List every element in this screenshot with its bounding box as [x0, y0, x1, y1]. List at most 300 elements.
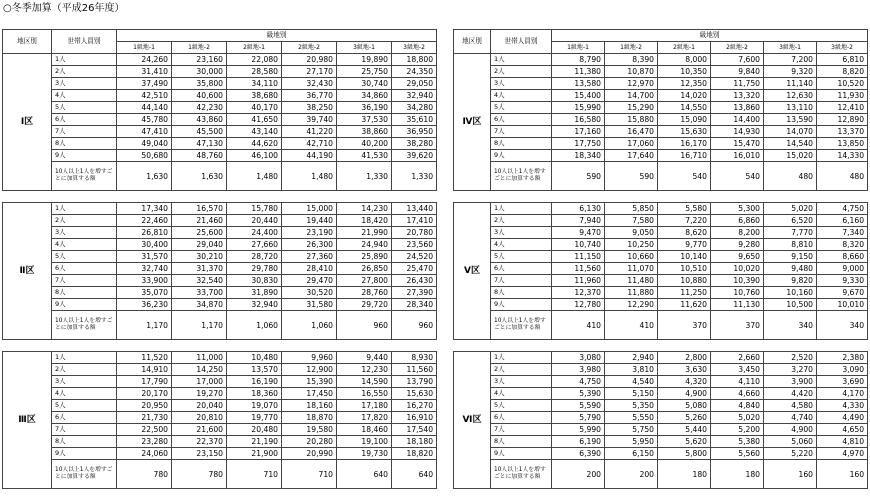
table-row [3, 150, 437, 162]
amount-cell: 28,760 [337, 287, 392, 299]
amount-cell: 13,320 [711, 90, 764, 102]
household-label: 4人 [491, 239, 552, 251]
amount-cell: 11,130 [711, 299, 764, 311]
amount-cell: 30,400 [117, 239, 172, 251]
amount-cell: 46,100 [227, 150, 282, 162]
amount-cell: 45,500 [172, 126, 227, 138]
amount-cell: 14,250 [172, 364, 227, 376]
amount-cell: 11,250 [658, 287, 711, 299]
amount-cell: 32,740 [117, 263, 172, 275]
amount-cell: 9,470 [552, 227, 605, 239]
amount-cell: 37,530 [337, 114, 392, 126]
table-row [454, 460, 868, 489]
amount-cell: 44,620 [227, 138, 282, 150]
amount-cell: 5,800 [658, 448, 711, 460]
amount-cell: 30,520 [282, 287, 337, 299]
header-household: 世帯人員別 [52, 30, 117, 54]
table-row [454, 102, 868, 114]
grade-header: 1級地-1 [117, 42, 172, 54]
amount-cell: 9,050 [605, 227, 658, 239]
amount-cell: 5,020 [764, 203, 817, 215]
amount-cell: 6,390 [552, 448, 605, 460]
household-label: 5人 [491, 251, 552, 263]
amount-cell: 1,630 [172, 162, 227, 191]
household-label: 7人 [52, 126, 117, 138]
household-label: 6人 [52, 114, 117, 126]
amount-cell: 6,190 [552, 436, 605, 448]
amount-cell: 10,500 [764, 299, 817, 311]
household-label: 2人 [52, 215, 117, 227]
table-row [454, 227, 868, 239]
amount-cell: 10,390 [711, 275, 764, 287]
amount-cell: 8,930 [392, 352, 437, 364]
grade-header: 3級地-2 [817, 42, 868, 54]
amount-cell: 340 [817, 311, 868, 340]
amount-cell: 4,420 [764, 388, 817, 400]
amount-cell: 16,170 [658, 138, 711, 150]
amount-cell: 15,630 [658, 126, 711, 138]
amount-cell: 13,440 [392, 203, 437, 215]
amount-cell: 590 [552, 162, 605, 191]
amount-cell: 38,280 [392, 138, 437, 150]
table-row [3, 54, 437, 66]
household-label: 3人 [52, 227, 117, 239]
table-row [3, 364, 437, 376]
table-row [454, 424, 868, 436]
grade-header: 3級地-2 [392, 42, 437, 54]
amount-cell: 47,130 [172, 138, 227, 150]
amount-cell: 26,300 [282, 239, 337, 251]
amount-cell: 12,630 [764, 90, 817, 102]
amount-cell: 10,010 [817, 299, 868, 311]
amount-cell: 33,700 [172, 287, 227, 299]
household-label: 9人 [491, 448, 552, 460]
amount-cell: 39,620 [392, 150, 437, 162]
amount-cell: 5,300 [711, 203, 764, 215]
amount-cell: 16,910 [392, 412, 437, 424]
header-household: 世帯人員別 [491, 30, 552, 54]
amount-cell: 9,280 [711, 239, 764, 251]
amount-cell: 5,750 [605, 424, 658, 436]
table-row [454, 352, 868, 364]
amount-cell: 10,160 [764, 287, 817, 299]
table-row [454, 436, 868, 448]
household-label: 8人 [491, 287, 552, 299]
amount-cell: 18,160 [282, 400, 337, 412]
amount-cell: 4,900 [658, 388, 711, 400]
amount-cell: 13,110 [764, 102, 817, 114]
amount-cell: 9,440 [337, 352, 392, 364]
household-label: 3人 [52, 376, 117, 388]
amount-cell: 25,600 [172, 227, 227, 239]
amount-cell: 14,550 [658, 102, 711, 114]
amount-cell: 780 [172, 460, 227, 489]
table-row [3, 311, 437, 340]
amount-cell: 9,840 [711, 66, 764, 78]
amount-cell: 480 [764, 162, 817, 191]
amount-cell: 5,380 [711, 436, 764, 448]
amount-cell: 11,000 [172, 352, 227, 364]
table-row [454, 90, 868, 102]
table-row [3, 448, 437, 460]
amount-cell: 17,410 [392, 215, 437, 227]
amount-cell: 38,860 [337, 126, 392, 138]
amount-cell: 31,890 [227, 287, 282, 299]
amount-cell: 17,340 [117, 203, 172, 215]
amount-cell: 7,580 [605, 215, 658, 227]
amount-cell: 17,640 [605, 150, 658, 162]
amount-cell: 3,900 [764, 376, 817, 388]
amount-cell: 5,790 [552, 412, 605, 424]
amount-cell: 10,480 [227, 352, 282, 364]
table-row [3, 66, 437, 78]
household-label: 3人 [52, 78, 117, 90]
amount-cell: 200 [552, 460, 605, 489]
table-row [454, 275, 868, 287]
table-row [3, 239, 437, 251]
amount-cell: 8,660 [817, 251, 868, 263]
amount-cell: 18,800 [392, 54, 437, 66]
amount-cell: 23,280 [117, 436, 172, 448]
table-row [454, 239, 868, 251]
amount-cell: 22,080 [227, 54, 282, 66]
amount-cell: 44,190 [282, 150, 337, 162]
amount-cell: 17,000 [172, 376, 227, 388]
amount-cell: 15,470 [711, 138, 764, 150]
household-label: 5人 [491, 102, 552, 114]
amount-cell: 3,270 [764, 364, 817, 376]
amount-cell: 14,910 [117, 364, 172, 376]
amount-cell: 9,320 [764, 66, 817, 78]
household-label: 1人 [52, 203, 117, 215]
amount-cell: 25,750 [337, 66, 392, 78]
amount-cell: 8,200 [711, 227, 764, 239]
amount-cell: 24,940 [337, 239, 392, 251]
amount-cell: 34,870 [172, 299, 227, 311]
household-label: 8人 [491, 138, 552, 150]
amount-cell: 43,860 [172, 114, 227, 126]
amount-cell: 9,820 [764, 275, 817, 287]
amount-cell: 26,850 [337, 263, 392, 275]
amount-cell: 4,490 [817, 412, 868, 424]
amount-cell: 10,020 [711, 263, 764, 275]
amount-cell: 6,130 [552, 203, 605, 215]
amount-cell: 12,290 [605, 299, 658, 311]
amount-cell: 540 [658, 162, 711, 191]
amount-cell: 10,660 [605, 251, 658, 263]
amount-cell: 4,540 [605, 376, 658, 388]
household-label: 9人 [52, 448, 117, 460]
table-row [3, 215, 437, 227]
amount-cell: 160 [764, 460, 817, 489]
amount-cell: 36,190 [337, 102, 392, 114]
household-label: 5人 [52, 102, 117, 114]
amount-cell: 6,150 [605, 448, 658, 460]
amount-cell: 4,810 [817, 436, 868, 448]
amount-cell: 15,390 [282, 376, 337, 388]
amount-cell: 38,680 [227, 90, 282, 102]
amount-cell: 42,230 [172, 102, 227, 114]
amount-cell: 20,980 [282, 54, 337, 66]
amount-cell: 5,550 [605, 412, 658, 424]
household-label: 6人 [52, 263, 117, 275]
amount-cell: 30,830 [227, 275, 282, 287]
amount-cell: 3,980 [552, 364, 605, 376]
household-label: 8人 [52, 436, 117, 448]
header-area: 地区別 [454, 30, 491, 54]
amount-cell: 590 [605, 162, 658, 191]
amount-cell: 47,410 [117, 126, 172, 138]
amount-cell: 41,650 [227, 114, 282, 126]
amount-cell: 7,940 [552, 215, 605, 227]
amount-cell: 18,180 [392, 436, 437, 448]
amount-cell: 9,770 [658, 239, 711, 251]
amount-cell: 11,380 [552, 66, 605, 78]
amount-cell: 29,050 [392, 78, 437, 90]
household-label: 7人 [491, 275, 552, 287]
grade-header: 1級地-2 [605, 42, 658, 54]
right-table [453, 29, 868, 489]
amount-cell: 44,140 [117, 102, 172, 114]
amount-cell: 480 [817, 162, 868, 191]
amount-cell: 370 [658, 311, 711, 340]
amount-cell: 1,480 [227, 162, 282, 191]
household-label: 7人 [52, 424, 117, 436]
amount-cell: 10,520 [817, 78, 868, 90]
amount-cell: 11,880 [605, 287, 658, 299]
amount-cell: 18,460 [337, 424, 392, 436]
amount-cell: 14,070 [764, 126, 817, 138]
amount-cell: 5,150 [605, 388, 658, 400]
amount-cell: 5,200 [711, 424, 764, 436]
amount-cell: 960 [392, 311, 437, 340]
amount-cell: 18,820 [392, 448, 437, 460]
amount-cell: 24,350 [392, 66, 437, 78]
household-label: 9人 [52, 150, 117, 162]
household-label: 2人 [491, 66, 552, 78]
amount-cell: 32,940 [227, 299, 282, 311]
amount-cell: 11,480 [605, 275, 658, 287]
amount-cell: 21,730 [117, 412, 172, 424]
amount-cell: 4,110 [711, 376, 764, 388]
amount-cell: 3,450 [711, 364, 764, 376]
household-label: 6人 [491, 114, 552, 126]
amount-cell: 8,320 [817, 239, 868, 251]
amount-cell: 11,620 [658, 299, 711, 311]
amount-cell: 17,180 [337, 400, 392, 412]
household-label: 8人 [52, 138, 117, 150]
amount-cell: 4,750 [817, 203, 868, 215]
amount-cell: 4,650 [817, 424, 868, 436]
amount-cell: 41,220 [282, 126, 337, 138]
household-label: 2人 [491, 364, 552, 376]
table-row [3, 102, 437, 114]
amount-cell: 2,660 [711, 352, 764, 364]
table-row [3, 263, 437, 275]
amount-cell: 50,680 [117, 150, 172, 162]
table-row [3, 287, 437, 299]
amount-cell: 21,190 [227, 436, 282, 448]
amount-cell: 5,260 [658, 412, 711, 424]
amount-cell: 5,440 [658, 424, 711, 436]
amount-cell: 16,580 [552, 114, 605, 126]
amount-cell: 11,930 [817, 90, 868, 102]
amount-cell: 9,960 [282, 352, 337, 364]
amount-cell: 11,560 [552, 263, 605, 275]
table-row [3, 388, 437, 400]
additional-label: 10人以上1人を増すごとに加算する額 [52, 311, 117, 340]
amount-cell: 410 [605, 311, 658, 340]
household-label: 4人 [491, 388, 552, 400]
amount-cell: 23,150 [172, 448, 227, 460]
amount-cell: 960 [337, 311, 392, 340]
amount-cell: 25,470 [392, 263, 437, 275]
table-row [3, 227, 437, 239]
amount-cell: 17,750 [552, 138, 605, 150]
amount-cell: 1,330 [337, 162, 392, 191]
amount-cell: 27,360 [282, 251, 337, 263]
amount-cell: 12,890 [817, 114, 868, 126]
household-label: 8人 [52, 287, 117, 299]
additional-label: 10人以上1人を増すごとに加算する額 [52, 460, 117, 489]
amount-cell: 37,490 [117, 78, 172, 90]
table-row [3, 275, 437, 287]
amount-cell: 4,320 [658, 376, 711, 388]
table-row [454, 114, 868, 126]
amount-cell: 29,720 [337, 299, 392, 311]
amount-cell: 540 [711, 162, 764, 191]
amount-cell: 180 [658, 460, 711, 489]
amount-cell: 5,620 [658, 436, 711, 448]
amount-cell: 43,140 [227, 126, 282, 138]
amount-cell: 13,370 [817, 126, 868, 138]
amount-cell: 19,100 [337, 436, 392, 448]
amount-cell: 14,330 [817, 150, 868, 162]
amount-cell: 12,350 [658, 78, 711, 90]
amount-cell: 4,840 [711, 400, 764, 412]
amount-cell: 18,420 [337, 215, 392, 227]
amount-cell: 4,970 [817, 448, 868, 460]
amount-cell: 13,850 [817, 138, 868, 150]
household-label: 4人 [52, 239, 117, 251]
table-row [454, 364, 868, 376]
household-label: 2人 [491, 215, 552, 227]
amount-cell: 35,070 [117, 287, 172, 299]
amount-cell: 32,430 [282, 78, 337, 90]
header-grade: 級地別 [117, 30, 437, 42]
amount-cell: 11,140 [764, 78, 817, 90]
household-label: 9人 [491, 299, 552, 311]
amount-cell: 16,270 [392, 400, 437, 412]
amount-cell: 39,740 [282, 114, 337, 126]
amount-cell: 7,220 [658, 215, 711, 227]
amount-cell: 10,740 [552, 239, 605, 251]
household-label: 2人 [52, 364, 117, 376]
amount-cell: 410 [552, 311, 605, 340]
amount-cell: 6,860 [711, 215, 764, 227]
amount-cell: 15,630 [392, 388, 437, 400]
amount-cell: 31,370 [172, 263, 227, 275]
table-row [454, 215, 868, 227]
amount-cell: 31,410 [117, 66, 172, 78]
table-row [3, 251, 437, 263]
amount-cell: 10,880 [658, 275, 711, 287]
amount-cell: 7,770 [764, 227, 817, 239]
table-row [454, 54, 868, 66]
table-row [454, 376, 868, 388]
amount-cell: 6,520 [764, 215, 817, 227]
amount-cell: 9,480 [764, 263, 817, 275]
table-row [3, 299, 437, 311]
amount-cell: 35,610 [392, 114, 437, 126]
table-row [3, 78, 437, 90]
amount-cell: 8,810 [764, 239, 817, 251]
area-label: Ⅱ区 [3, 203, 52, 340]
amount-cell: 6,160 [817, 215, 868, 227]
amount-cell: 19,070 [227, 400, 282, 412]
grade-header: 2級地-1 [227, 42, 282, 54]
amount-cell: 14,020 [658, 90, 711, 102]
amount-cell: 2,380 [817, 352, 868, 364]
amount-cell: 2,800 [658, 352, 711, 364]
amount-cell: 17,450 [282, 388, 337, 400]
amount-cell: 20,170 [117, 388, 172, 400]
amount-cell: 3,630 [658, 364, 711, 376]
amount-cell: 28,410 [282, 263, 337, 275]
amount-cell: 16,570 [172, 203, 227, 215]
amount-cell: 20,810 [172, 412, 227, 424]
amount-cell: 19,770 [227, 412, 282, 424]
additional-label: 10人以上1人を増すごとに加算する額 [491, 162, 552, 191]
amount-cell: 14,230 [337, 203, 392, 215]
household-label: 4人 [52, 90, 117, 102]
household-label: 1人 [491, 54, 552, 66]
amount-cell: 6,810 [817, 54, 868, 66]
amount-cell: 16,470 [605, 126, 658, 138]
table-row [3, 412, 437, 424]
additional-label: 10人以上1人を増すごとに加算する額 [491, 311, 552, 340]
amount-cell: 20,480 [227, 424, 282, 436]
amount-cell: 48,760 [172, 150, 227, 162]
amount-cell: 11,750 [711, 78, 764, 90]
amount-cell: 30,000 [172, 66, 227, 78]
amount-cell: 160 [817, 460, 868, 489]
table-row [3, 126, 437, 138]
amount-cell: 16,550 [337, 388, 392, 400]
amount-cell: 15,780 [227, 203, 282, 215]
amount-cell: 14,400 [711, 114, 764, 126]
amount-cell: 14,540 [764, 138, 817, 150]
amount-cell: 10,760 [711, 287, 764, 299]
amount-cell: 34,280 [392, 102, 437, 114]
amount-cell: 4,740 [764, 412, 817, 424]
table-row [3, 460, 437, 489]
amount-cell: 40,600 [172, 90, 227, 102]
grade-header: 2級地-1 [658, 42, 711, 54]
household-label: 5人 [52, 251, 117, 263]
household-label: 3人 [491, 376, 552, 388]
amount-cell: 32,540 [172, 275, 227, 287]
area-label: Ⅵ区 [454, 352, 491, 489]
amount-cell: 1,630 [117, 162, 172, 191]
table-row [454, 299, 868, 311]
amount-cell: 10,350 [658, 66, 711, 78]
amount-cell: 20,440 [227, 215, 282, 227]
amount-cell: 15,290 [605, 102, 658, 114]
amount-cell: 7,600 [711, 54, 764, 66]
amount-cell: 4,330 [817, 400, 868, 412]
table-row [3, 400, 437, 412]
